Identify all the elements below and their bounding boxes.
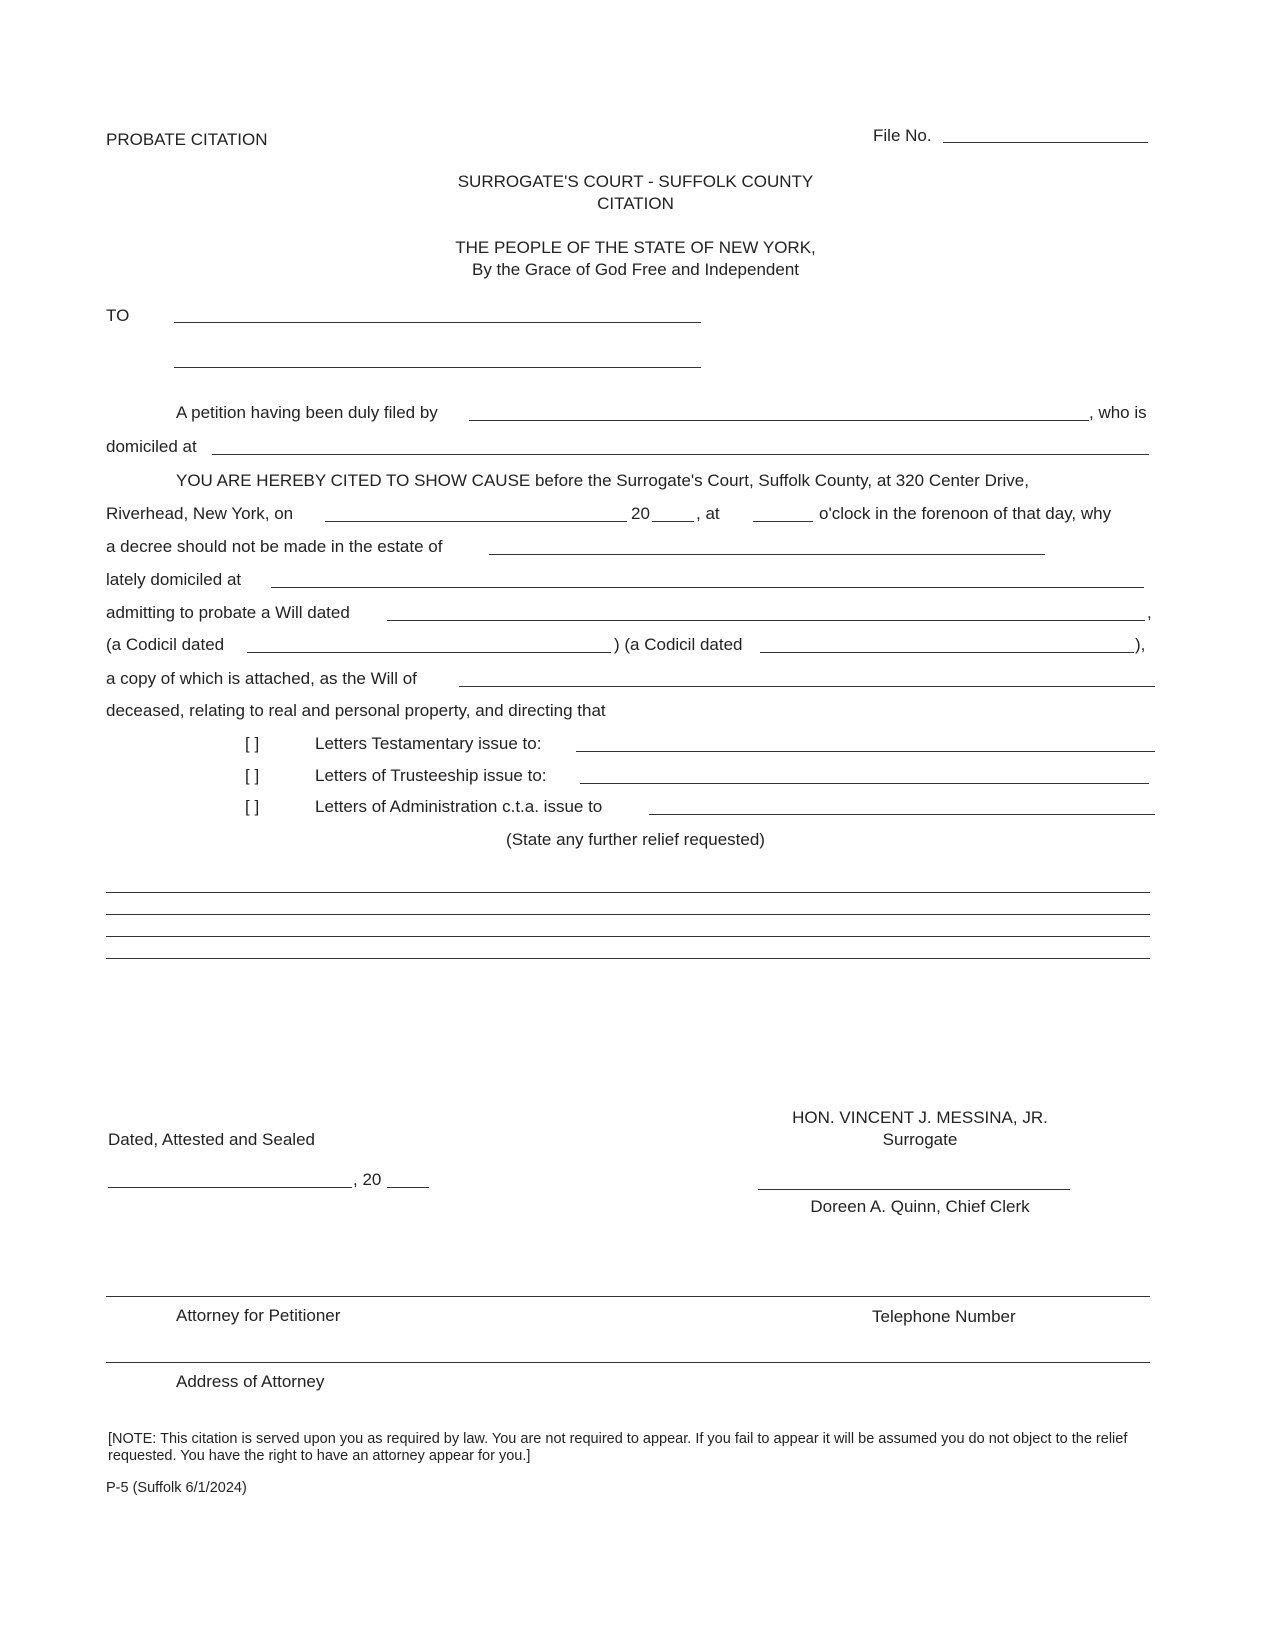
hearing-year-field[interactable]	[652, 521, 694, 522]
address-label: Address of Attorney	[176, 1372, 325, 1391]
clerk-name: Doreen A. Quinn, Chief Clerk	[810, 1197, 1030, 1216]
to-field-1[interactable]	[174, 322, 701, 323]
will-dated-label: admitting to probate a Will dated	[106, 603, 350, 622]
relief-line-4[interactable]	[106, 958, 1150, 959]
form-code: P-5 (Suffolk 6/1/2024)	[106, 1480, 247, 1496]
file-no-label: File No.	[873, 126, 932, 145]
domiciled-label: domiciled at	[106, 437, 197, 456]
lately-domiciled-label: lately domiciled at	[106, 570, 242, 589]
will-of-field[interactable]	[459, 686, 1155, 687]
legal-note: [NOTE: This citation is served upon you as required by law. You are not required to appear. If you fail to appear it will be assumed you do not object to the relief requested. You have the right to have an attorney appear for you.]	[108, 1431, 1128, 1464]
codicil-1-label: (a Codicil dated	[106, 635, 225, 654]
further-relief-label: (State any further relief requested)	[506, 830, 765, 849]
relief-line-2[interactable]	[106, 914, 1150, 915]
trusteeship-field[interactable]	[580, 783, 1149, 784]
codicil-1-date-field[interactable]	[247, 652, 611, 653]
option-testamentary-label: Letters Testamentary issue to:	[315, 734, 542, 753]
testamentary-field[interactable]	[576, 751, 1155, 752]
will-date-field[interactable]	[387, 620, 1145, 621]
file-no-field[interactable]	[943, 142, 1148, 143]
codicil-2-label: ) (a Codicil dated	[614, 635, 743, 654]
attested-year-prefix: , 20	[353, 1170, 382, 1189]
people-line: THE PEOPLE OF THE STATE OF NEW YORK,	[455, 238, 816, 257]
telephone-label: Telephone Number	[872, 1307, 1016, 1326]
oclock-suffix: o'clock in the forenoon of that day, why	[819, 504, 1112, 523]
codicil-close: ),	[1135, 635, 1146, 654]
relief-line-1[interactable]	[106, 892, 1150, 893]
to-label: TO	[106, 306, 130, 325]
judge-title: Surrogate	[882, 1130, 958, 1149]
attorney-line[interactable]	[106, 1296, 1150, 1297]
will-dated-comma: ,	[1147, 603, 1152, 622]
hearing-date-field[interactable]	[325, 521, 627, 522]
citation-heading: CITATION	[597, 194, 674, 213]
estate-of-field[interactable]	[489, 554, 1045, 555]
decree-line: a decree should not be made in the estate of	[106, 537, 443, 556]
option-trusteeship-label: Letters of Trusteeship issue to:	[315, 766, 547, 785]
copy-attached-label: a copy of which is attached, as the Will of	[106, 669, 417, 688]
cited-line: YOU ARE HEREBY CITED TO SHOW CAUSE before the Surrogate's Court, Suffolk County, at 320 Center Drive,	[176, 471, 1029, 490]
petitioner-field[interactable]	[469, 420, 1089, 421]
domicile-field[interactable]	[212, 454, 1149, 455]
deceased-line: deceased, relating to real and personal property, and directing that	[106, 701, 606, 720]
codicil-2-date-field[interactable]	[760, 652, 1134, 653]
relief-line-3[interactable]	[106, 936, 1150, 937]
address-line[interactable]	[106, 1362, 1150, 1363]
hearing-time-field[interactable]	[753, 521, 813, 522]
at-label: , at	[696, 504, 720, 523]
to-field-2[interactable]	[174, 367, 701, 368]
petition-suffix: , who is	[1089, 403, 1147, 422]
riverhead-prefix: Riverhead, New York, on	[106, 504, 294, 523]
attested-date-field[interactable]	[108, 1187, 352, 1188]
form-title: PROBATE CITATION	[106, 130, 268, 149]
attested-year-field[interactable]	[387, 1187, 429, 1188]
checkbox-administration[interactable]: [ ]	[245, 797, 260, 816]
court-name: SURROGATE'S COURT - SUFFOLK COUNTY	[457, 172, 814, 191]
checkbox-testamentary[interactable]: [ ]	[245, 734, 260, 753]
dated-attested-label: Dated, Attested and Sealed	[108, 1130, 315, 1149]
checkbox-trusteeship[interactable]: [ ]	[245, 766, 260, 785]
grace-line: By the Grace of God Free and Independent	[472, 260, 799, 279]
administration-field[interactable]	[649, 814, 1155, 815]
year-prefix: 20	[631, 504, 650, 523]
attorney-label: Attorney for Petitioner	[176, 1306, 341, 1325]
judge-name: HON. VINCENT J. MESSINA, JR.	[792, 1108, 1048, 1127]
clerk-signature-line[interactable]	[758, 1189, 1070, 1190]
lately-domiciled-field[interactable]	[271, 587, 1144, 588]
option-administration-label: Letters of Administration c.t.a. issue to	[315, 797, 603, 816]
petition-prefix: A petition having been duly filed by	[176, 403, 438, 422]
